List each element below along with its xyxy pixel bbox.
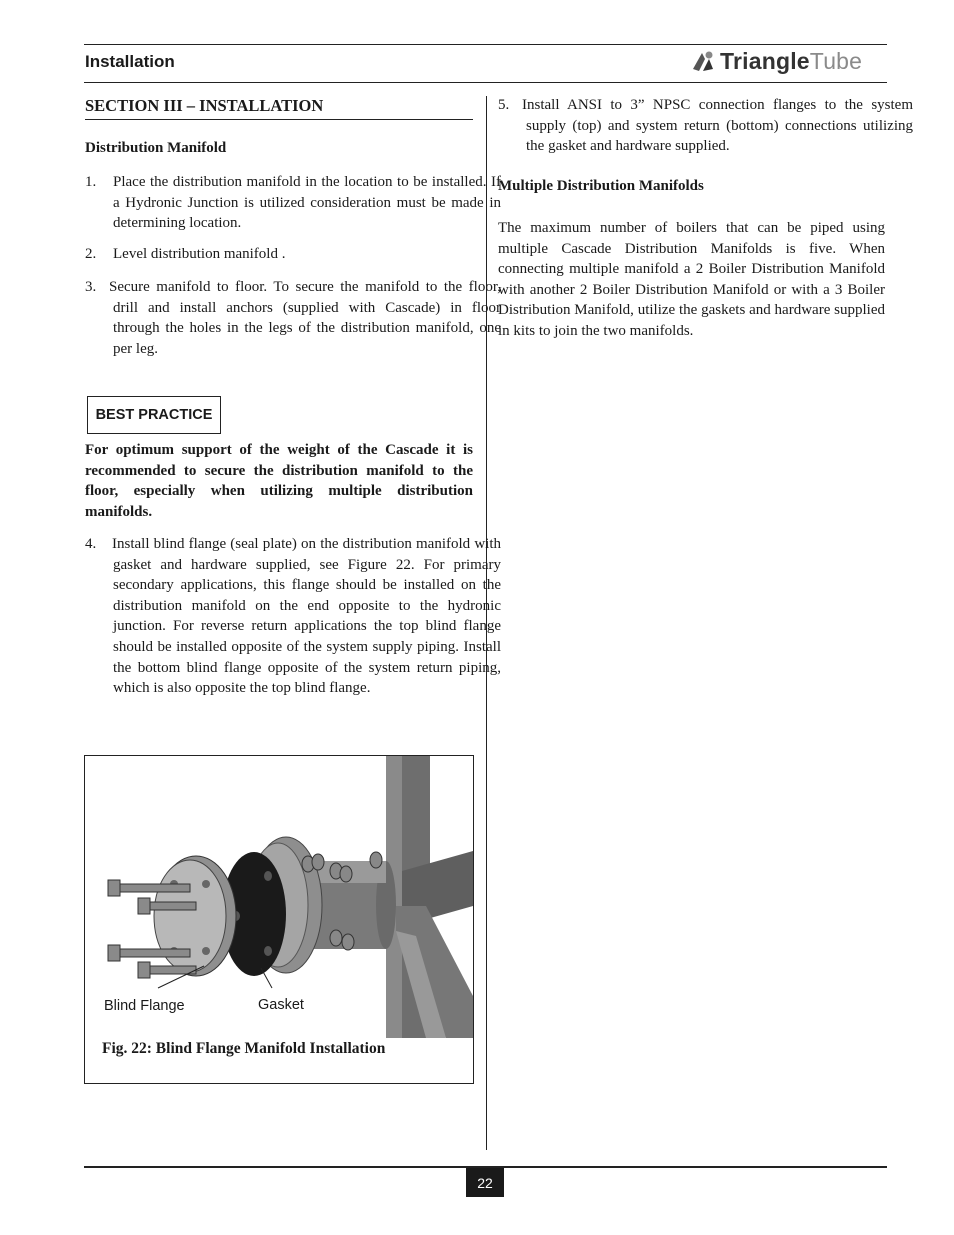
triangle-tube-logo-icon xyxy=(690,49,716,75)
step-4: 4. Install blind flange (seal plate) on the distribution manifold with gasket and hardware supplied, see Figure 22. For primary secondary applications, this flange should be installed on the distribution manifold on the end opposite to the hydronic junction. For reverse return applications the top blind flange should be installed opposite of the system supply piping. Install the bottom blind flange opposite of the system return piping, which is also opposite the top blind flange. xyxy=(85,536,501,697)
figure-caption: Fig. 22: Blind Flange Manifold Installation xyxy=(102,1040,386,1057)
header-top-rule xyxy=(84,44,887,45)
multiple-manifolds-paragraph: The maximum number of boilers that can be piped using multiple Cascade Distribution Manifolds is five. When connecting multiple manifold a 2 Boiler Distribution Manifold with another 2 Boiler Distribution Manifold or with a 3 Boiler Distribution Manifold, utilize the gaskets and hardware supplied in kits to join the two manifolds. xyxy=(498,220,885,339)
page-header-title: Installation xyxy=(85,52,175,71)
step-2: 2. Level distribution manifold . xyxy=(85,246,286,262)
multiple-manifolds-heading: Multiple Distribution Manifolds xyxy=(498,178,704,194)
step-1: 1. Place the distribution manifold in the location to be installed. If a Hydronic Junction is utilized consideration must be made in determining location. xyxy=(85,174,501,232)
logo-text-triangle: Triangle xyxy=(720,48,810,74)
gasket-label: Gasket xyxy=(258,997,304,1013)
logo-text-tube: Tube xyxy=(809,48,863,74)
header-bottom-rule xyxy=(84,82,887,83)
best-practice-label: BEST PRACTICE xyxy=(87,396,221,434)
distribution-manifold-heading: Distribution Manifold xyxy=(85,140,227,156)
blind-flange-illustration xyxy=(86,756,473,1038)
triangle-tube-logo xyxy=(690,48,862,75)
step-3: 3. Secure manifold to floor. To secure the manifold to the floor, drill and install anchors (supplied with Cascade) in floor through the holes in the legs of the distribution manifold, one per leg. xyxy=(85,279,501,357)
page-number: 22 xyxy=(466,1168,504,1197)
step-5: 5. Install ANSI to 3” NPSC connection flanges to the system supply (top) and system return (bottom) connections utilizing the gasket and hardware supplied. xyxy=(498,97,913,155)
best-practice-text: For optimum support of the weight of the Cascade it is recommended to secure the distribution manifold to the floor, especially when utilizing multiple distribution manifolds. xyxy=(85,442,473,520)
section-title: SECTION III – INSTALLATION xyxy=(85,96,473,120)
blind-flange-label: Blind Flange xyxy=(104,998,185,1014)
